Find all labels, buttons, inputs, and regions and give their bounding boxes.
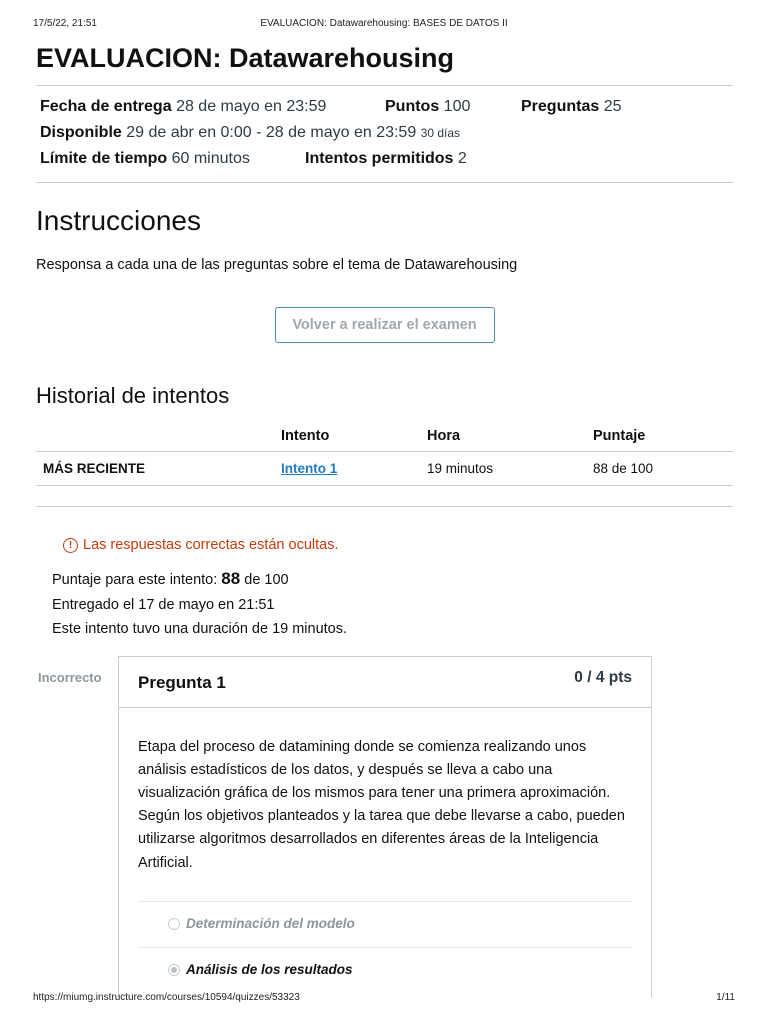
row-label: MÁS RECIENTE xyxy=(36,452,280,486)
answer-label: Determinación del modelo xyxy=(186,915,355,931)
due-label: Fecha de entrega xyxy=(40,98,172,115)
available-days: 30 días xyxy=(420,126,461,140)
attempt-history-table xyxy=(36,421,733,486)
questions-label: Preguntas xyxy=(521,98,600,115)
quiz-title: EVALUACION: Datawarehousing xyxy=(36,43,455,73)
available-value: 29 de abr en 0:00 - 28 de mayo en 23:59 xyxy=(126,124,417,141)
question-header xyxy=(119,657,651,708)
points-label: Puntos xyxy=(385,98,440,115)
attempts-label: Intentos permitidos xyxy=(305,150,454,167)
column-header-time: Hora xyxy=(426,421,592,452)
column-header xyxy=(36,421,280,452)
questions-value: 25 xyxy=(603,98,622,115)
attempt-1-link[interactable]: Intento 1 xyxy=(281,461,338,476)
question-points: 0 / 4 pts xyxy=(574,668,632,686)
question-text: Etapa del proceso de datamining donde se comienza realizando unos análisis estadísticos de los datos, y después se lleva a cabo una visualización gráfica de los mismos para tener una primera aproximación. Según los objetivos planteados y la tarea que debe llevarse a cabo, pueden utilizarse algoritmos desarrollados en diferentes áreas de la Inteligencia Artificial. xyxy=(138,738,625,871)
time-limit-label: Límite de tiempo xyxy=(40,150,168,167)
answer-list xyxy=(138,901,632,993)
score-prefix: Puntaje para este intento: xyxy=(52,572,218,588)
table-header-row xyxy=(36,421,733,452)
details-row-3 xyxy=(40,146,733,172)
due-value: 28 de mayo en 23:59 xyxy=(176,98,327,115)
details-row-1 xyxy=(40,94,733,120)
radio-icon[interactable] xyxy=(168,918,180,930)
answer-label: Análisis de los resultados xyxy=(186,961,353,977)
available-label: Disponible xyxy=(40,124,122,141)
question-status: Incorrecto xyxy=(38,669,102,685)
quiz-details xyxy=(36,86,733,182)
score-suffix: de 100 xyxy=(244,572,289,588)
details-row-2 xyxy=(40,120,733,146)
quiz-content xyxy=(36,40,733,997)
attempt-time: 19 minutos xyxy=(426,452,592,486)
column-header-score: Puntaje xyxy=(592,421,733,452)
question-box xyxy=(118,656,652,997)
time-limit-value: 60 minutos xyxy=(171,150,250,167)
column-header-attempt: Intento xyxy=(280,421,426,452)
answers-hidden-text: Las respuestas correctas están ocultas. xyxy=(83,537,339,553)
divider xyxy=(36,506,733,507)
attempt-history-title: Historial de intentos xyxy=(36,383,230,408)
question-title: Pregunta 1 xyxy=(138,672,226,692)
print-header xyxy=(33,18,735,32)
attempt-score: 88 de 100 xyxy=(592,452,733,486)
score-value: 88 xyxy=(221,569,241,588)
divider xyxy=(36,182,733,183)
retake-quiz-button[interactable]: Volver a realizar el examen xyxy=(275,307,495,343)
answer-option[interactable] xyxy=(138,901,632,947)
print-footer xyxy=(33,992,735,1006)
question-1 xyxy=(36,656,733,997)
duration-line: Este intento tuvo una duración de 19 minutos. xyxy=(52,621,348,637)
warning-icon: ! xyxy=(63,538,78,553)
points-value: 100 xyxy=(443,98,471,115)
print-datetime: 17/5/22, 21:51 xyxy=(33,18,97,29)
attempt-summary xyxy=(52,567,733,642)
attempt-score-line xyxy=(52,567,733,593)
print-url: https://miumg.instructure.com/courses/10594/quizzes/53323 xyxy=(33,992,300,1003)
print-page-title: EVALUACION: Datawarehousing: BASES DE DATOS II xyxy=(260,18,508,29)
table-row xyxy=(36,452,733,486)
radio-checked-icon[interactable] xyxy=(168,964,180,976)
answers-hidden-notice xyxy=(63,537,733,553)
print-page-number: 1/11 xyxy=(716,992,735,1003)
attempts-value: 2 xyxy=(457,150,467,167)
submitted-line: Entregado el 17 de mayo en 21:51 xyxy=(52,596,275,613)
instructions-text: Responsa a cada una de las preguntas sobre el tema de Datawarehousing xyxy=(36,257,518,273)
answer-option-selected[interactable] xyxy=(138,947,632,993)
instructions-title: Instrucciones xyxy=(36,205,201,236)
